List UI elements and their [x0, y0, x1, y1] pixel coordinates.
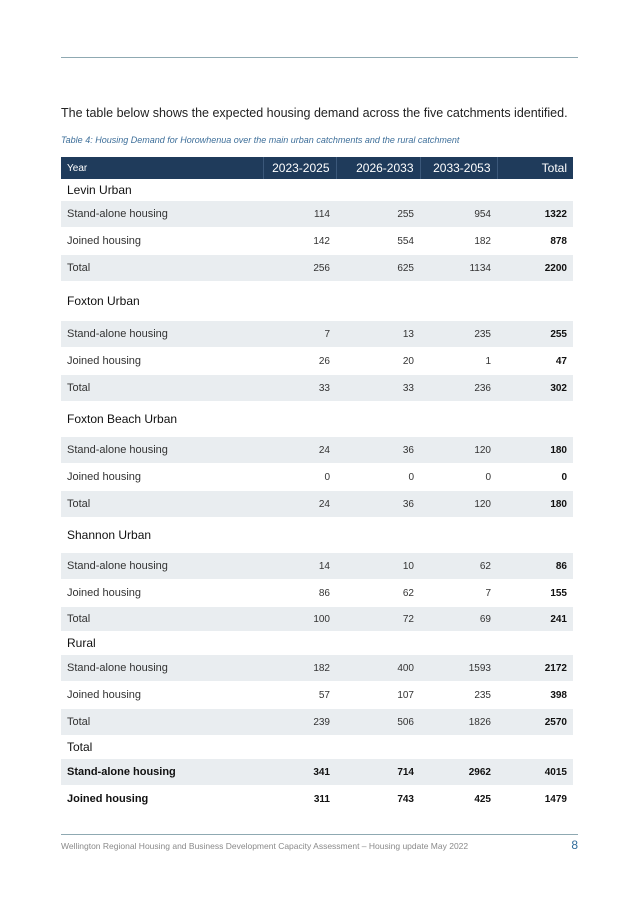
- table-row: [61, 759, 573, 785]
- cell-total: 398: [550, 689, 567, 701]
- cell-2033-2053: 7: [485, 587, 491, 599]
- cell-total: 86: [555, 560, 567, 572]
- cell-total: 255: [550, 328, 567, 340]
- row-label: Total: [67, 382, 91, 394]
- cell-2033-2053: 120: [474, 444, 491, 456]
- cell-total: 2172: [544, 662, 567, 674]
- table-row: [61, 375, 573, 401]
- cell-2033-2053: 1593: [468, 662, 491, 674]
- cell-2033-2053: 236: [474, 382, 491, 394]
- row-label: Total: [67, 498, 91, 510]
- footer-divider: [61, 834, 578, 835]
- cell-2033-2053: 235: [474, 689, 491, 701]
- cell-2023-2025: 114: [314, 208, 330, 220]
- row-label: Joined housing: [67, 355, 142, 367]
- row-label: Total: [67, 262, 91, 274]
- table-caption: Table 4: Housing Demand for Horowhenua over the main urban catchments and the rural catchment: [61, 135, 460, 145]
- header-2026-2033: 2026-2033: [336, 157, 420, 179]
- cell-2026-2033: 107: [397, 689, 414, 701]
- cell-2026-2033: 714: [397, 766, 414, 778]
- table-row: [61, 321, 573, 347]
- cell-2033-2053: 235: [474, 328, 491, 340]
- row-label: Joined housing: [67, 587, 142, 599]
- table-row: [61, 709, 573, 735]
- section-title: Levin Urban: [67, 183, 132, 197]
- cell-2033-2053: 1: [485, 355, 491, 367]
- table-row: [61, 201, 573, 227]
- cell-total: 241: [550, 613, 567, 625]
- row-label: Joined housing: [67, 471, 142, 483]
- cell-total: 180: [550, 498, 567, 510]
- cell-total: 302: [550, 382, 567, 394]
- cell-2023-2025: 86: [318, 587, 330, 599]
- cell-2033-2053: 120: [474, 498, 491, 510]
- cell-2033-2053: 1826: [468, 716, 491, 728]
- cell-2023-2025: 7: [324, 328, 330, 340]
- cell-2033-2053: 954: [474, 208, 491, 220]
- footer-text: Wellington Regional Housing and Business Development Capacity Assessment – Housing update May 2022: [61, 841, 469, 851]
- table-row: [61, 255, 573, 281]
- cell-2023-2025: 0: [324, 471, 330, 483]
- cell-2023-2025: 239: [313, 716, 330, 728]
- cell-2026-2033: 33: [402, 382, 414, 394]
- section-heading-row: [61, 735, 573, 759]
- row-label: Stand-alone housing: [67, 444, 168, 456]
- table-row: [61, 437, 573, 463]
- row-label: Stand-alone housing: [67, 208, 168, 220]
- row-label: Stand-alone housing: [67, 328, 168, 340]
- cell-2033-2053: 69: [479, 613, 491, 625]
- cell-total: 155: [550, 587, 567, 599]
- cell-2023-2025: 341: [313, 766, 330, 778]
- cell-2033-2053: 0: [485, 471, 491, 483]
- row-label: Total: [67, 613, 91, 625]
- row-label: Stand-alone housing: [67, 560, 168, 572]
- row-label: Joined housing: [67, 689, 142, 701]
- table-row: [61, 463, 573, 491]
- section-heading-row: [61, 281, 573, 321]
- cell-2033-2053: 1134: [469, 262, 491, 274]
- row-label: Stand-alone housing: [67, 662, 168, 674]
- cell-2026-2033: 400: [397, 662, 414, 674]
- row-label: Joined housing: [67, 793, 149, 805]
- cell-2033-2053: 62: [479, 560, 491, 572]
- cell-2023-2025: 142: [313, 235, 330, 247]
- cell-2026-2033: 10: [402, 560, 414, 572]
- cell-2023-2025: 57: [318, 689, 330, 701]
- table-header-row: [61, 157, 573, 179]
- cell-2023-2025: 24: [318, 444, 330, 456]
- row-label: Total: [67, 716, 91, 728]
- cell-2026-2033: 554: [397, 235, 414, 247]
- section-title: Rural: [67, 636, 96, 650]
- section-heading-row: [61, 179, 573, 201]
- cell-2033-2053: 2962: [468, 766, 491, 778]
- table-row: [61, 607, 573, 631]
- housing-demand-table: [61, 157, 573, 813]
- table-row: [61, 785, 573, 813]
- cell-2026-2033: 625: [397, 262, 414, 274]
- table-row: [61, 227, 573, 255]
- cell-2026-2033: 62: [402, 587, 414, 599]
- header-2023-2025: 2023-2025: [263, 157, 336, 179]
- cell-2023-2025: 33: [318, 382, 330, 394]
- header-divider: [61, 57, 578, 58]
- section-title: Shannon Urban: [67, 528, 152, 542]
- cell-2026-2033: 20: [402, 355, 414, 367]
- cell-total: 878: [550, 235, 567, 247]
- cell-2026-2033: 743: [397, 793, 414, 805]
- cell-total: 1479: [544, 793, 567, 805]
- cell-2033-2053: 182: [474, 235, 491, 247]
- table-row: [61, 655, 573, 681]
- cell-2026-2033: 0: [408, 471, 414, 483]
- section-heading-row: [61, 401, 573, 437]
- cell-total: 1322: [544, 208, 567, 220]
- cell-2026-2033: 36: [402, 498, 414, 510]
- table-row: [61, 681, 573, 709]
- cell-2023-2025: 100: [313, 613, 330, 625]
- section-title: Total: [67, 740, 93, 754]
- header-2033-2053: 2033-2053: [420, 157, 497, 179]
- intro-paragraph: The table below shows the expected housing demand across the five catchments identified.: [61, 106, 568, 120]
- cell-total: 47: [555, 355, 567, 367]
- cell-2033-2053: 425: [474, 793, 491, 805]
- cell-2026-2033: 506: [397, 716, 414, 728]
- table-row: [61, 579, 573, 607]
- cell-2023-2025: 256: [313, 262, 330, 274]
- section-title: Foxton Urban: [67, 294, 140, 308]
- cell-2026-2033: 72: [402, 613, 414, 625]
- row-label: Stand-alone housing: [67, 766, 176, 778]
- table-row: [61, 553, 573, 579]
- cell-2023-2025: 24: [318, 498, 330, 510]
- header-year: Year: [67, 162, 88, 174]
- page-number: 8: [571, 838, 578, 852]
- cell-2026-2033: 13: [402, 328, 414, 340]
- cell-total: 180: [550, 444, 567, 456]
- section-heading-row: [61, 631, 573, 655]
- cell-2023-2025: 311: [313, 793, 330, 805]
- cell-total: 4015: [544, 766, 567, 778]
- cell-total: 2570: [544, 716, 567, 728]
- table-row: [61, 347, 573, 375]
- cell-2023-2025: 14: [318, 560, 330, 572]
- section-heading-row: [61, 517, 573, 553]
- cell-total: 2200: [544, 262, 567, 274]
- cell-2023-2025: 26: [318, 355, 330, 367]
- cell-2026-2033: 36: [402, 444, 414, 456]
- cell-2026-2033: 255: [397, 208, 414, 220]
- row-label: Joined housing: [67, 235, 142, 247]
- section-title: Foxton Beach Urban: [67, 412, 178, 426]
- table-row: [61, 491, 573, 517]
- cell-2023-2025: 182: [313, 662, 330, 674]
- header-total: Total: [497, 157, 573, 179]
- cell-total: 0: [561, 471, 567, 483]
